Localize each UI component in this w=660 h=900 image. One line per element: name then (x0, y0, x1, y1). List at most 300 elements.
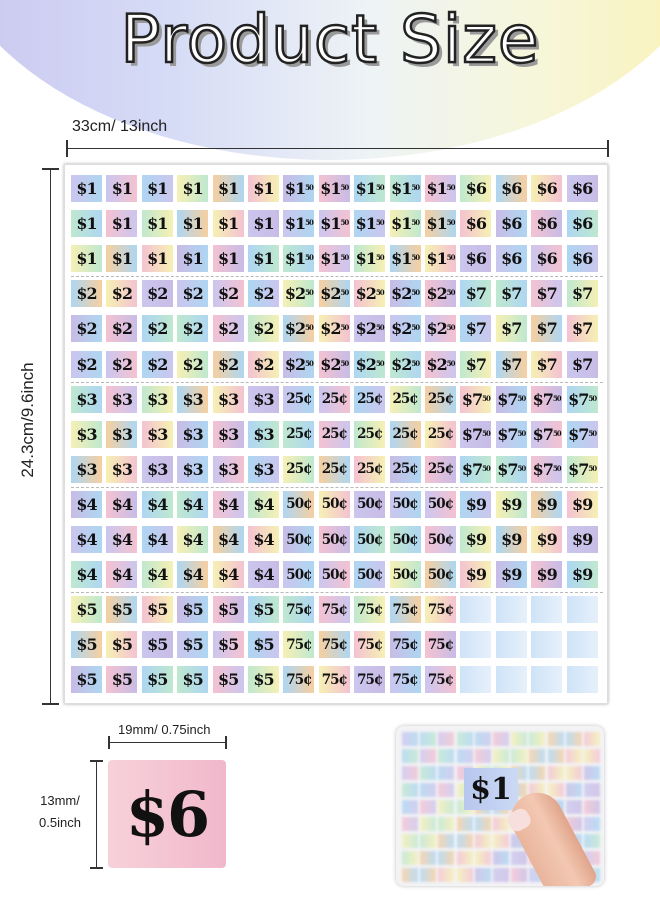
price-sticker: $7 (567, 315, 598, 342)
price-sticker: 25¢ (283, 386, 314, 413)
price-sticker: $2 (106, 315, 137, 342)
price-sticker: 75¢ (354, 666, 385, 693)
width-dimension-line (66, 148, 608, 149)
price-sticker: $2 (71, 351, 102, 378)
price-sticker: 50¢ (390, 491, 421, 518)
blurred-sticker (475, 868, 491, 882)
price-sticker: 50¢ (425, 526, 456, 553)
price-sticker: $3 (71, 421, 102, 448)
price-sticker: $2 (213, 315, 244, 342)
price-sticker: 75¢ (354, 596, 385, 623)
sticker-width-line (108, 742, 226, 743)
price-sticker: 50¢ (283, 491, 314, 518)
price-sticker: 75¢ (390, 666, 421, 693)
price-sticker: $4 (248, 491, 279, 518)
price-sticker: $1 $^{50}$ (283, 175, 314, 202)
perforation-line (71, 276, 603, 277)
blurred-sticker (402, 817, 418, 831)
price-sticker: $2 (71, 315, 102, 342)
blurred-sticker (402, 749, 418, 763)
height-tick-bottom (42, 703, 59, 705)
blurred-sticker (420, 834, 436, 848)
price-sticker: $4 (106, 491, 137, 518)
price-sticker: 75¢ (425, 596, 456, 623)
price-sticker: 75¢ (283, 596, 314, 623)
blurred-sticker (493, 834, 509, 848)
blurred-sticker (566, 800, 582, 814)
price-sticker: $1 $^{50}$ (425, 210, 456, 237)
price-sticker: $4 (106, 561, 137, 588)
price-sticker: $7 $^{50}$ (496, 421, 527, 448)
price-sticker: 25¢ (354, 456, 385, 483)
price-sticker (531, 666, 562, 693)
price-sticker: $3 (213, 386, 244, 413)
price-sticker: $2 (142, 351, 173, 378)
blurred-sticker (584, 766, 600, 780)
price-sticker: $7 (531, 280, 562, 307)
price-sticker: $7 $^{50}$ (460, 386, 491, 413)
price-sticker: $6 (531, 245, 562, 272)
price-sticker: $1 $^{50}$ (354, 210, 385, 237)
price-sticker: $3 (177, 456, 208, 483)
price-sticker: 50¢ (283, 526, 314, 553)
height-tick-top (42, 168, 59, 170)
blurred-sticker (402, 766, 418, 780)
blurred-sticker (457, 834, 473, 848)
price-sticker: 50¢ (319, 491, 350, 518)
price-sticker: $3 (142, 421, 173, 448)
perforation-line (71, 592, 603, 593)
peeling-sticker-photo (396, 726, 604, 886)
price-sticker: 25¢ (390, 386, 421, 413)
price-sticker: 25¢ (319, 456, 350, 483)
price-sticker: $2 $^{50}$ (390, 315, 421, 342)
price-sticker (496, 596, 527, 623)
sticker-width-tick-left (108, 736, 110, 749)
sample-sticker: $6 (108, 760, 226, 868)
price-sticker: $9 (531, 526, 562, 553)
perforation-line (71, 487, 603, 488)
blurred-sticker (420, 732, 436, 746)
price-sticker: 25¢ (425, 386, 456, 413)
price-sticker: 50¢ (390, 561, 421, 588)
blurred-sticker (475, 732, 491, 746)
price-sticker (531, 596, 562, 623)
blurred-sticker (566, 749, 582, 763)
blurred-sticker (402, 868, 418, 882)
price-sticker: $2 (71, 280, 102, 307)
price-sticker: $2 (106, 280, 137, 307)
price-sticker: $1 $^{50}$ (319, 175, 350, 202)
blurred-sticker (420, 783, 436, 797)
price-sticker: $2 $^{50}$ (319, 280, 350, 307)
price-sticker: $2 $^{50}$ (390, 280, 421, 307)
price-sticker: $5 (177, 596, 208, 623)
price-sticker (496, 666, 527, 693)
price-sticker: $7 $^{50}$ (496, 456, 527, 483)
price-sticker: $2 (142, 315, 173, 342)
price-sticker: $2 (177, 280, 208, 307)
price-sticker: $7 (496, 351, 527, 378)
price-sticker: $4 (71, 561, 102, 588)
price-sticker: $9 (460, 561, 491, 588)
price-sticker: $5 (213, 631, 244, 658)
price-sticker: $1 (71, 245, 102, 272)
blurred-sticker (511, 851, 527, 865)
price-sticker: 75¢ (319, 596, 350, 623)
price-sticker: $7 (531, 351, 562, 378)
price-sticker: $5 (71, 596, 102, 623)
price-sticker: 25¢ (283, 421, 314, 448)
price-sticker: 75¢ (425, 666, 456, 693)
price-sticker: $5 (213, 666, 244, 693)
price-sticker (567, 596, 598, 623)
price-sticker: $1 $^{50}$ (390, 175, 421, 202)
price-sticker: $6 (460, 175, 491, 202)
price-sticker: $9 (496, 526, 527, 553)
price-sticker (460, 666, 491, 693)
blurred-sticker (475, 749, 491, 763)
price-sticker: $3 (106, 386, 137, 413)
price-sticker: 25¢ (390, 421, 421, 448)
blurred-sticker (475, 817, 491, 831)
blurred-sticker (584, 732, 600, 746)
price-sticker: $4 (142, 561, 173, 588)
price-sticker: 50¢ (319, 526, 350, 553)
blurred-sticker (584, 817, 600, 831)
held-sticker: $1 (464, 768, 518, 810)
price-sticker: 50¢ (283, 561, 314, 588)
price-sticker: $1 (142, 210, 173, 237)
price-sticker: $2 (106, 351, 137, 378)
width-tick-right (607, 140, 609, 157)
price-sticker: $2 $^{50}$ (319, 315, 350, 342)
price-sticker: $9 (567, 526, 598, 553)
price-sticker: $4 (71, 526, 102, 553)
price-sticker: $5 (106, 666, 137, 693)
sticker-height-tick-bottom (90, 867, 103, 869)
price-sticker: 50¢ (354, 561, 385, 588)
blurred-sticker (566, 766, 582, 780)
price-sticker: $7 $^{50}$ (531, 456, 562, 483)
price-sticker: $3 (71, 386, 102, 413)
blurred-sticker (402, 783, 418, 797)
blurred-sticker (420, 749, 436, 763)
sticker-height-line (96, 760, 97, 868)
blurred-sticker (511, 868, 527, 882)
price-sticker: $1 $^{50}$ (354, 175, 385, 202)
price-sticker: $2 (213, 351, 244, 378)
price-sticker (531, 631, 562, 658)
price-sticker: 25¢ (319, 421, 350, 448)
price-sticker: $2 $^{50}$ (283, 280, 314, 307)
blurred-sticker (420, 851, 436, 865)
price-sticker: $2 $^{50}$ (390, 351, 421, 378)
price-sticker: $7 $^{50}$ (567, 456, 598, 483)
price-sticker: $1 $^{50}$ (319, 245, 350, 272)
price-sticker: $4 (71, 491, 102, 518)
price-sticker: $9 (496, 491, 527, 518)
blurred-sticker (584, 800, 600, 814)
price-sticker: $2 $^{50}$ (425, 280, 456, 307)
blurred-sticker (548, 766, 564, 780)
price-sticker: $4 (177, 491, 208, 518)
price-sticker: $1 $^{50}$ (425, 245, 456, 272)
price-sticker: 25¢ (319, 386, 350, 413)
price-sticker: $1 (142, 175, 173, 202)
blurred-sticker (457, 868, 473, 882)
price-sticker: 50¢ (354, 526, 385, 553)
price-sticker: $9 (496, 561, 527, 588)
price-sticker: $4 (106, 526, 137, 553)
blurred-sticker (438, 851, 454, 865)
blurred-sticker (420, 817, 436, 831)
price-sticker: $5 (142, 631, 173, 658)
price-sticker: $1 (142, 245, 173, 272)
blurred-sticker (457, 817, 473, 831)
blurred-sticker (420, 868, 436, 882)
price-sticker: $6 (496, 245, 527, 272)
price-sticker: 25¢ (354, 386, 385, 413)
blurred-sticker (493, 851, 509, 865)
price-sticker: $5 (106, 596, 137, 623)
blurred-sticker (475, 851, 491, 865)
price-sticker: $7 (496, 280, 527, 307)
blurred-sticker (438, 834, 454, 848)
price-sticker: $3 (177, 386, 208, 413)
price-sticker: $3 (248, 456, 279, 483)
price-sticker: $5 (142, 666, 173, 693)
price-sticker: $1 $^{50}$ (390, 210, 421, 237)
price-sticker: $6 (460, 210, 491, 237)
sticker-width-tick-right (225, 736, 227, 749)
price-sticker: 75¢ (283, 631, 314, 658)
sticker-width-label: 19mm/ 0.75inch (118, 722, 211, 737)
blurred-sticker (493, 749, 509, 763)
price-sticker: $6 (531, 175, 562, 202)
blurred-sticker (566, 783, 582, 797)
price-sticker: $7 $^{50}$ (531, 386, 562, 413)
sticker-sheet (64, 164, 608, 704)
price-sticker: $6 (567, 175, 598, 202)
height-label: 24.3cm/9.6inch (18, 362, 37, 478)
price-sticker: $7 (460, 351, 491, 378)
price-sticker: $2 (248, 280, 279, 307)
price-sticker: $2 $^{50}$ (425, 315, 456, 342)
price-sticker: $2 (177, 315, 208, 342)
price-sticker: 25¢ (425, 456, 456, 483)
price-sticker: $4 (248, 561, 279, 588)
price-sticker: $7 (460, 280, 491, 307)
price-sticker: $1 (248, 245, 279, 272)
price-sticker: 50¢ (425, 491, 456, 518)
price-sticker: $2 $^{50}$ (354, 315, 385, 342)
price-sticker: $6 (567, 245, 598, 272)
price-sticker: $5 (213, 596, 244, 623)
price-sticker: 50¢ (390, 526, 421, 553)
price-sticker: 50¢ (319, 561, 350, 588)
price-sticker: $2 (213, 280, 244, 307)
price-sticker: $1 (213, 175, 244, 202)
price-sticker: $7 $^{50}$ (567, 421, 598, 448)
price-sticker: $5 (142, 596, 173, 623)
price-sticker: $7 (531, 315, 562, 342)
blurred-sticker (529, 766, 545, 780)
price-sticker: 25¢ (390, 456, 421, 483)
price-sticker: $1 (177, 245, 208, 272)
blurred-sticker (402, 851, 418, 865)
price-sticker: $5 (248, 666, 279, 693)
price-sticker: $4 (248, 526, 279, 553)
price-sticker: $5 (71, 666, 102, 693)
price-sticker (567, 631, 598, 658)
price-sticker: $4 (142, 491, 173, 518)
price-sticker: $3 (142, 456, 173, 483)
price-sticker: $7 $^{50}$ (460, 421, 491, 448)
price-sticker: $6 (567, 210, 598, 237)
price-sticker (496, 631, 527, 658)
price-sticker: $7 (460, 315, 491, 342)
blurred-sticker (584, 834, 600, 848)
price-sticker: $1 (106, 175, 137, 202)
height-dimension-line (50, 168, 51, 704)
blurred-sticker (529, 749, 545, 763)
price-sticker: $1 (248, 175, 279, 202)
price-sticker: $9 (460, 526, 491, 553)
blurred-sticker (438, 783, 454, 797)
price-sticker: $7 $^{50}$ (531, 421, 562, 448)
blurred-sticker (402, 732, 418, 746)
price-sticker: $9 (531, 491, 562, 518)
price-sticker: $5 (71, 631, 102, 658)
price-sticker: $4 (213, 491, 244, 518)
blurred-sticker (420, 766, 436, 780)
price-sticker: $1 (71, 175, 102, 202)
price-sticker: 75¢ (390, 631, 421, 658)
price-sticker: 25¢ (283, 456, 314, 483)
blurred-sticker (493, 732, 509, 746)
price-sticker: $7 $^{50}$ (496, 386, 527, 413)
price-sticker: $4 (142, 526, 173, 553)
price-sticker: $1 (106, 210, 137, 237)
price-sticker: $2 (142, 280, 173, 307)
width-label: 33cm/ 13inch (72, 118, 168, 135)
price-sticker: $7 $^{50}$ (460, 456, 491, 483)
price-sticker: $5 (177, 631, 208, 658)
blurred-sticker (402, 834, 418, 848)
price-sticker: $1 (177, 210, 208, 237)
price-sticker: $5 (177, 666, 208, 693)
price-sticker: $6 (531, 210, 562, 237)
price-sticker: $3 (213, 456, 244, 483)
price-sticker: 75¢ (319, 631, 350, 658)
price-sticker: 75¢ (425, 631, 456, 658)
price-sticker: $1 $^{50}$ (390, 245, 421, 272)
blurred-sticker (548, 749, 564, 763)
price-sticker: $9 (567, 491, 598, 518)
page-title: Product Size (120, 1, 540, 78)
price-sticker: 25¢ (354, 421, 385, 448)
blurred-sticker (438, 749, 454, 763)
price-sticker: $1 $^{50}$ (283, 245, 314, 272)
blurred-sticker (584, 749, 600, 763)
price-sticker: $1 $^{50}$ (425, 175, 456, 202)
price-sticker: $1 (248, 210, 279, 237)
price-sticker: 25¢ (425, 421, 456, 448)
price-sticker: $5 (248, 596, 279, 623)
blurred-sticker (457, 732, 473, 746)
price-sticker: $3 (106, 456, 137, 483)
price-sticker: $1 (71, 210, 102, 237)
price-sticker: $2 (248, 315, 279, 342)
blurred-sticker (457, 851, 473, 865)
price-sticker: $3 (177, 421, 208, 448)
price-sticker: $3 (106, 421, 137, 448)
price-sticker: $2 $^{50}$ (283, 315, 314, 342)
sticker-grid (71, 173, 603, 699)
blurred-sticker (438, 766, 454, 780)
price-sticker: 75¢ (319, 666, 350, 693)
price-sticker: $2 (248, 351, 279, 378)
price-sticker (460, 596, 491, 623)
price-sticker: $4 (213, 526, 244, 553)
price-sticker: $2 $^{50}$ (283, 351, 314, 378)
width-tick-left (66, 140, 68, 157)
blurred-sticker (584, 783, 600, 797)
price-sticker: $5 (106, 631, 137, 658)
price-sticker: $2 $^{50}$ (354, 280, 385, 307)
blurred-sticker (420, 800, 436, 814)
price-sticker: $7 (496, 315, 527, 342)
price-sticker: $6 (496, 210, 527, 237)
blurred-sticker (438, 800, 454, 814)
price-sticker: $3 (71, 456, 102, 483)
perforation-line (71, 382, 603, 383)
price-sticker: $7 (567, 280, 598, 307)
price-sticker: $1 $^{50}$ (283, 210, 314, 237)
blurred-sticker (493, 868, 509, 882)
blurred-sticker (475, 834, 491, 848)
price-sticker: $4 (177, 561, 208, 588)
price-sticker: 75¢ (390, 596, 421, 623)
price-sticker: $3 (213, 421, 244, 448)
price-sticker: $6 (496, 175, 527, 202)
price-sticker: 50¢ (354, 491, 385, 518)
price-sticker: $2 $^{50}$ (319, 351, 350, 378)
price-sticker: $1 $^{50}$ (319, 210, 350, 237)
price-sticker: $3 (142, 386, 173, 413)
price-sticker: $2 $^{50}$ (425, 351, 456, 378)
price-sticker: $9 (531, 561, 562, 588)
price-sticker: $3 (248, 386, 279, 413)
blurred-sticker (438, 732, 454, 746)
blurred-sticker (457, 749, 473, 763)
price-sticker: $5 (248, 631, 279, 658)
price-sticker: 75¢ (283, 666, 314, 693)
sticker-height-label: 13mm/ 0.5inch (39, 793, 81, 830)
blurred-sticker (511, 749, 527, 763)
price-sticker: $4 (177, 526, 208, 553)
price-sticker: $1 (177, 175, 208, 202)
blurred-sticker (438, 817, 454, 831)
sticker-height-tick-top (90, 760, 103, 762)
price-sticker: $1 (106, 245, 137, 272)
price-sticker: $2 (177, 351, 208, 378)
price-sticker (460, 631, 491, 658)
price-sticker: $3 (248, 421, 279, 448)
blurred-sticker (566, 732, 582, 746)
price-sticker: 75¢ (354, 631, 385, 658)
